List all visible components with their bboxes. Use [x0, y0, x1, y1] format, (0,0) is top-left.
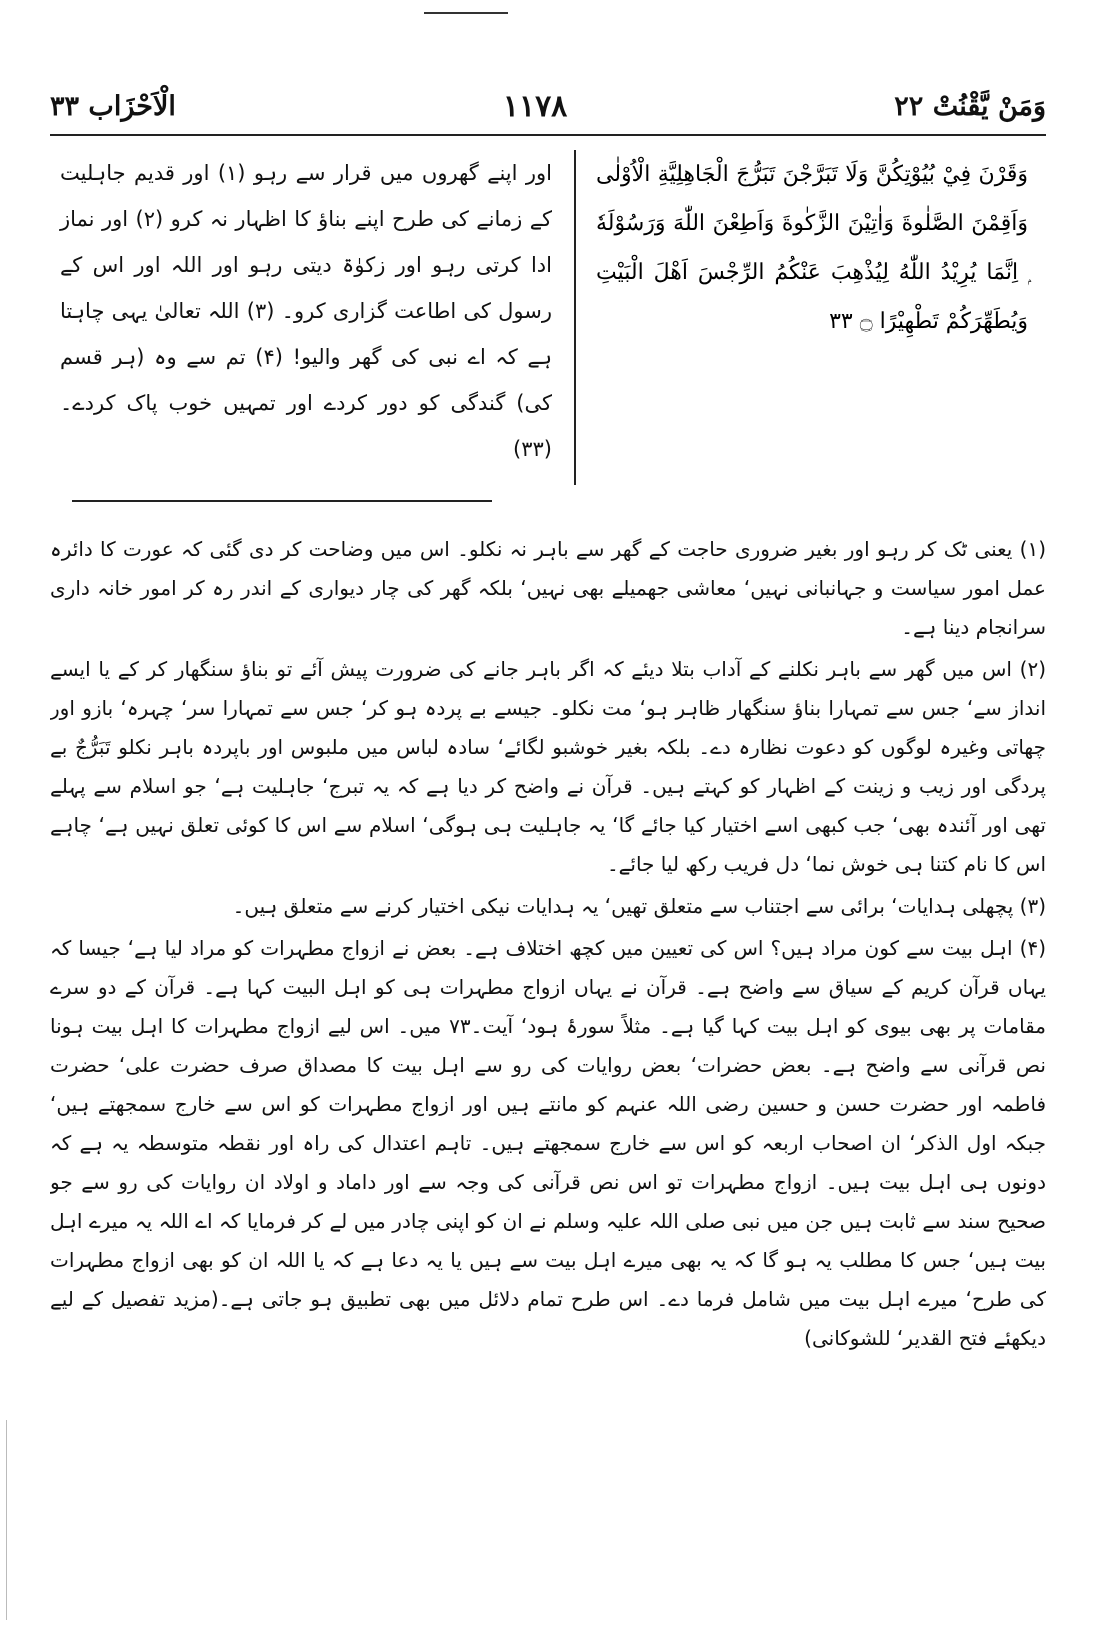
column-divider: [574, 150, 576, 485]
footnote-3: (۳) پچھلی ہدایات‘ برائی سے اجتناب سے متعلق تھیں‘ یہ ہدایات نیکی اختیار کرنے سے متعلق ہیں۔: [232, 894, 1046, 918]
verse-block: [50, 150, 1046, 488]
footnotes: [50, 530, 1046, 1620]
urdu-translation: اور اپنے گھروں میں قرار سے رہو (۱) اور قدیم جاہلیت کے زمانے کی طرح اپنے بناؤ کا اظہار نہ کرو (۲) اور نماز ادا کرتی رہو اور زکوٰۃ دیتی رہو اور اللہ اور اس کے رسول کی اطاعت گزاری کرو۔ (۳) اللہ تعالیٰ یہی چاہتا ہے کہ اے نبی کی گھر والیو! (۴) تم سے وہ (ہر قسم کی) گندگی کو دور کردے اور تمہیں خوب پاک کردے۔(۳۳): [60, 161, 553, 461]
arabic-verse: وَقَرْنَ فِيْ بُيُوْتِكُنَّ وَلَا تَبَرَّجْنَ تَبَرُّجَ الْجَاهِلِيَّةِ الْاُوْلٰى وَاَقِمْنَ الصَّلٰوةَ وَاٰتِيْنَ الزَّكٰوةَ وَاَطِعْنَ اللّٰهَ وَرَسُوْلَهٗ ۭ اِنَّمَا يُرِيْدُ اللّٰهُ لِيُذْهِبَ عَنْكُمُ الرِّجْسَ اَهْلَ الْبَيْتِ وَيُطَهِّرَكُمْ تَطْهِيْرًا ۝ ٣٣: [596, 162, 1028, 334]
scan-edge-line: [6, 1420, 7, 1620]
footnotes-rule: [72, 500, 492, 502]
top-rule: [424, 12, 508, 14]
footnote-4: (۴) اہل بیت سے کون مراد ہیں؟ اس کی تعیین میں کچھ اختلاف ہے۔ بعض نے ازواج مطہرات کو مراد لیا ہے‘ جیسا کہ یہاں قرآن کریم کے سیاق سے واضح ہے۔ قرآن نے یہاں ازواج مطہرات ہی کو اہل البیت کہا ہے۔ قرآن کے دو سرے مقامات پر بھی بیوی کو اہل بیت کہا گیا ہے۔ مثلاً سورۂ ہود‘ آیت۔۷۳ میں۔ اس لیے ازواج مطہرات کا اہل بیت ہونا نص قرآنی سے واضح ہے۔ بعض حضرات‘ بعض روایات کی رو سے اہل بیت کا مصداق صرف حضرت علی‘ حضرت فاطمہ اور حضرت حسن و حسین رضی اللہ عنہم کو مانتے ہیں اور ازواج مطہرات کو اس سے خارج سمجھتے ہیں‘ جبکہ اول الذکر‘ ان اصحاب اربعہ کو اس سے خارج سمجھتے ہیں۔ تاہم اعتدال کی راہ اور نقطہ متوسطہ یہ ہے کہ دونوں ہی اہل بیت ہیں۔ ازواج مطہرات تو اس نص قرآنی کی وجہ سے اور داماد و اولاد ان روایات کی رو سے جو صحیح سند سے ثابت ہیں جن میں نبی صلی اللہ علیہ وسلم نے ان کو اپنی چادر میں لے کر فرمایا کہ اے اللہ یہ میرے اہل بیت ہیں‘ جس کا مطلب یہ ہو گا کہ یہ بھی میرے اہل بیت سے ہیں یا یہ دعا ہے کہ یا اللہ ان کو بھی ازواج مطہرات کی طرح‘ میرے اہل بیت میں شامل فرما دے۔ اس طرح تمام دلائل میں بھی تطبیق ہو جاتی ہے۔(مزید تفصیل کے لیے دیکھئے فتح القدیر‘ للشوکانی): [50, 936, 1046, 1350]
page-number: ١١٧٨: [502, 88, 568, 124]
footnote-2: (۲) اس میں گھر سے باہر نکلنے کے آداب بتلا دیئے کہ اگر باہر جانے کی ضرورت پیش آئے تو بناؤ سنگھار کر کے یا ایسے انداز سے‘ جس سے تمہارا بناؤ سنگھار ظاہر ہو‘ مت نکلو۔ جیسے بے پردہ ہو کر‘ جس سے تمہارا سر‘ چہرہ‘ بازو اور چھاتی وغیرہ لوگوں کو دعوت نظارہ دے۔ بلکہ بغیر خوشبو لگائے‘ سادہ لباس میں ملبوس اور باپردہ باہر نکلو تَبَرُّجٌ بے پردگی اور زیب و زینت کے اظہار کو کہتے ہیں۔ قرآن نے واضح کر دیا ہے کہ یہ تبرج‘ جاہلیت ہے‘ جو اسلام سے پہلے تھی اور آئندہ بھی‘ جب کبھی اسے اختیار کیا جائے گا‘ یہ جاہلیت ہی ہوگی‘ اسلام سے اس کا کوئی تعلق نہیں ہے‘ چاہے اس کا نام کتنا ہی خوش نما‘ دل فریب رکھ لیا جائے۔: [50, 657, 1046, 876]
surah-name: الْاَحْزَاب ٣٣: [50, 90, 176, 122]
page-header: [50, 78, 1046, 136]
para-name: وَمَنْ يَّقْنُتْ ٢٢: [894, 90, 1046, 122]
footnote-1: (۱) یعنی ٹک کر رہو اور بغیر ضروری حاجت کے گھر سے باہر نہ نکلو۔ اس میں وضاحت کر دی گئی کہ عورت کا دائرہ عمل امور سیاست و جہانبانی نہیں‘ معاشی جھمیلے بھی نہیں‘ بلکہ گھر کی چار دیواری کے اندر رہ کر امور خانہ داری سرانجام دینا ہے۔: [50, 537, 1046, 639]
